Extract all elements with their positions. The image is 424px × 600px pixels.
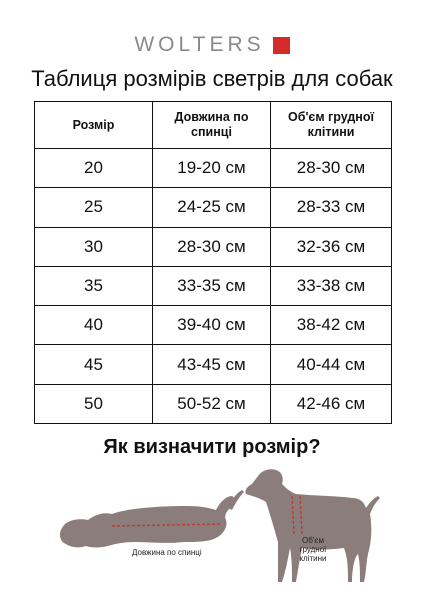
cell-chest: 33-38 см <box>271 266 392 305</box>
cell-chest: 40-44 см <box>271 345 392 384</box>
cell-back-length: 33-35 см <box>153 266 271 305</box>
cell-chest: 28-33 см <box>271 188 392 227</box>
cell-size: 50 <box>35 384 153 423</box>
back-length-label: Довжина по спинці <box>132 548 202 557</box>
header-chest: Об'єм грудної клітини <box>271 102 392 149</box>
table-row <box>35 188 392 227</box>
cell-chest: 42-46 см <box>271 384 392 423</box>
table-row <box>35 149 392 188</box>
chest-label <box>296 536 330 563</box>
cell-back-length: 19-20 см <box>153 149 271 188</box>
cell-chest: 38-42 см <box>271 306 392 345</box>
brand-logo <box>0 33 424 57</box>
header-back-length: Довжина по спинці <box>153 102 271 149</box>
table-row <box>35 306 392 345</box>
how-to-measure-heading: Як визначити розмір? <box>103 436 321 458</box>
page-title: Таблиця розмірів светрів для собак <box>31 66 393 91</box>
cell-back-length: 43-45 см <box>153 345 271 384</box>
table-row <box>35 266 392 305</box>
cell-back-length: 39-40 см <box>153 306 271 345</box>
header-size: Розмір <box>35 102 153 149</box>
size-table <box>34 101 392 424</box>
brand-name: WOLTERS <box>134 33 265 56</box>
cell-chest: 32-36 см <box>271 227 392 266</box>
cell-chest: 28-30 см <box>271 149 392 188</box>
table-row <box>35 384 392 423</box>
cell-size: 30 <box>35 227 153 266</box>
table-row <box>35 227 392 266</box>
measurement-illustration <box>0 462 424 600</box>
chest-label-line: клітини <box>299 554 327 563</box>
brand-square-mark <box>273 37 290 54</box>
cell-back-length: 28-30 см <box>153 227 271 266</box>
cell-size: 20 <box>35 149 153 188</box>
lying-dog-silhouette <box>60 490 244 548</box>
cell-size: 25 <box>35 188 153 227</box>
chest-label-line: грудної <box>299 545 327 554</box>
chest-label-line: Об'єм <box>302 536 324 545</box>
table-header-row <box>35 102 392 149</box>
cell-size: 35 <box>35 266 153 305</box>
table-row <box>35 345 392 384</box>
standing-dog-silhouette <box>245 469 380 582</box>
cell-size: 45 <box>35 345 153 384</box>
cell-back-length: 50-52 см <box>153 384 271 423</box>
cell-back-length: 24-25 см <box>153 188 271 227</box>
cell-size: 40 <box>35 306 153 345</box>
